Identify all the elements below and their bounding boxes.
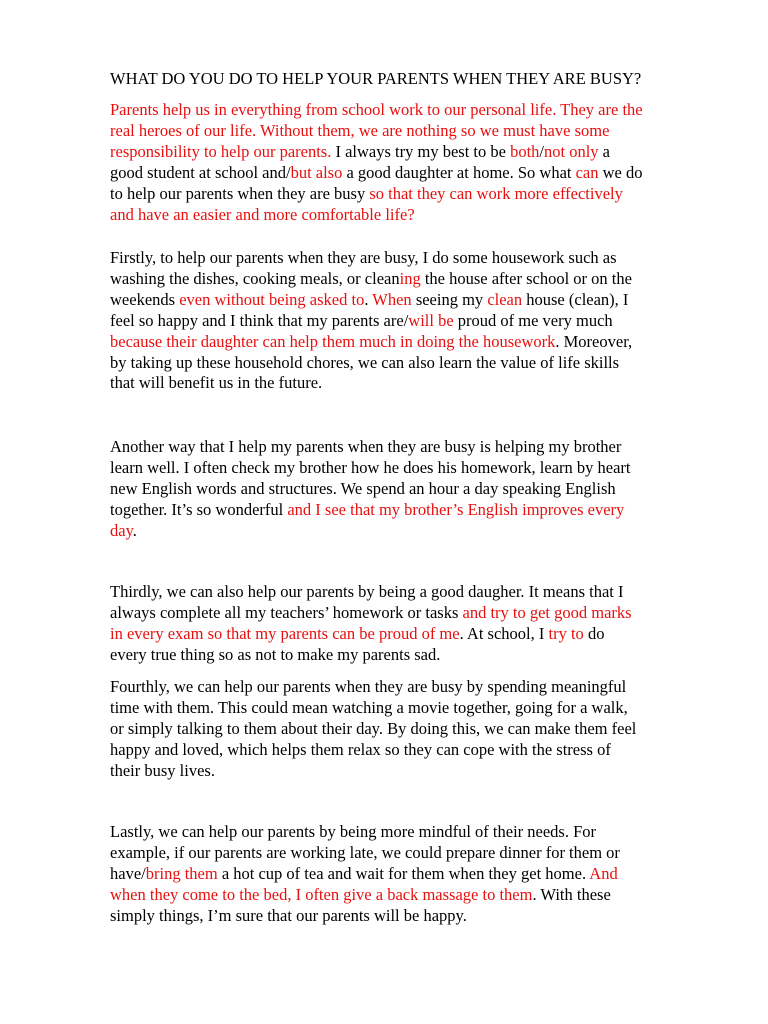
body-text: / bbox=[539, 141, 544, 161]
highlighted-text: and I see that my brother’s English improves every bbox=[287, 499, 625, 519]
highlighted-text: ing bbox=[399, 268, 421, 288]
body-text: new English words and structures. We spend an hour a day speaking English bbox=[110, 478, 616, 498]
highlighted-text: day bbox=[110, 520, 133, 540]
body-text: do bbox=[583, 623, 605, 643]
text-line bbox=[110, 205, 700, 226]
text-line bbox=[110, 719, 700, 740]
text-line bbox=[110, 479, 700, 500]
page-title: WHAT DO YOU DO TO HELP YOUR PARENTS WHEN THEY ARE BUSY? bbox=[110, 69, 642, 88]
body-text: the house after school or on the bbox=[420, 268, 632, 288]
highlighted-text: not only bbox=[544, 141, 599, 161]
highlighted-text: because their daughter can help them much in doing the housework bbox=[110, 331, 556, 351]
body-text: by taking up these household chores, we can also learn the value of life skills bbox=[110, 352, 620, 372]
highlighted-text: try to bbox=[548, 623, 584, 643]
highlighted-text: both bbox=[510, 141, 540, 161]
text-line bbox=[110, 100, 700, 121]
highlighted-text: and have an easier and more comfortable life? bbox=[110, 204, 415, 224]
text-line bbox=[110, 603, 700, 624]
highlighted-text: when they come to the bed, I often give a back massage to them bbox=[110, 884, 533, 904]
highlighted-text: in every exam so that my parents can be proud of me bbox=[110, 623, 460, 643]
body-text: their busy lives. bbox=[110, 760, 215, 780]
highlighted-text: will be bbox=[408, 310, 454, 330]
body-text: that will benefit us in the future. bbox=[110, 373, 323, 393]
text-line bbox=[110, 864, 700, 885]
highlighted-text: and try to get good marks bbox=[462, 602, 632, 622]
text-line bbox=[110, 373, 700, 394]
body-text: happy and loved, which helps them relax so they can cope with the stress of bbox=[110, 739, 611, 759]
text-line bbox=[110, 521, 700, 542]
body-text: proud of me very much bbox=[453, 310, 613, 330]
highlighted-text: can bbox=[575, 162, 599, 182]
body-text: I always try my best to be bbox=[331, 141, 511, 161]
paragraph-firstly bbox=[110, 248, 700, 394]
paragraph-thirdly bbox=[110, 582, 700, 666]
body-text: . bbox=[364, 289, 373, 309]
body-text: . With these bbox=[532, 884, 611, 904]
text-line bbox=[110, 761, 700, 782]
highlighted-text: And bbox=[589, 863, 618, 883]
text-line bbox=[110, 184, 700, 205]
body-text: house (clean), I bbox=[522, 289, 629, 309]
body-text: . Moreover, bbox=[555, 331, 633, 351]
text-line bbox=[110, 163, 700, 184]
body-text: to help our parents when they are busy bbox=[110, 183, 370, 203]
text-line bbox=[110, 843, 700, 864]
body-text: good student at school and/ bbox=[110, 162, 291, 182]
body-text: every true thing so as not to make my parents sad. bbox=[110, 644, 441, 664]
highlighted-text: responsibility to help our parents. bbox=[110, 141, 332, 161]
body-text: weekends bbox=[110, 289, 180, 309]
paragraph-lastly bbox=[110, 822, 700, 927]
body-text: Thirdly, we can also help our parents by being a good daugher. It means that I bbox=[110, 582, 624, 601]
text-line bbox=[110, 822, 700, 843]
body-text: seeing my bbox=[411, 289, 488, 309]
text-line bbox=[110, 885, 700, 906]
body-text: . At school, I bbox=[459, 623, 549, 643]
body-text: have/ bbox=[110, 863, 146, 883]
highlighted-text: When bbox=[372, 289, 412, 309]
body-text: . bbox=[132, 520, 137, 540]
highlighted-text: but also bbox=[290, 162, 343, 182]
text-line bbox=[110, 142, 700, 163]
text-line bbox=[110, 353, 700, 374]
text-line bbox=[110, 582, 700, 603]
highlighted-text: so that they can work more effectively bbox=[369, 183, 623, 203]
text-line bbox=[110, 645, 700, 666]
text-line bbox=[110, 290, 700, 311]
body-text: Fourthly, we can help our parents when they are busy by spending meaningful bbox=[110, 677, 627, 696]
text-line bbox=[110, 698, 700, 719]
text-line bbox=[110, 248, 700, 269]
body-text: Lastly, we can help our parents by being more mindful of their needs. For bbox=[110, 822, 597, 841]
highlighted-text: Parents help us in everything from school work to our personal life. They are the bbox=[110, 100, 643, 119]
body-text: feel so happy and I think that my parents are/ bbox=[110, 310, 409, 330]
body-text: example, if our parents are working late, we could prepare dinner for them or bbox=[110, 842, 620, 862]
paragraph-intro bbox=[110, 100, 700, 225]
paragraph-fourthly bbox=[110, 677, 700, 782]
body-text: a bbox=[598, 141, 610, 161]
body-text: washing the dishes, cooking meals, or clean bbox=[110, 268, 400, 288]
text-line bbox=[110, 624, 700, 645]
body-text: a hot cup of tea and wait for them when they get home. bbox=[217, 863, 590, 883]
text-line bbox=[110, 311, 700, 332]
text-line bbox=[110, 458, 700, 479]
text-line bbox=[110, 677, 700, 698]
text-line bbox=[110, 500, 700, 521]
highlighted-text: bring them bbox=[145, 863, 218, 883]
body-text: learn well. I often check my brother how he does his homework, learn by heart bbox=[110, 457, 631, 477]
text-line bbox=[110, 437, 700, 458]
highlighted-text: even without being asked to bbox=[179, 289, 365, 309]
text-line bbox=[110, 269, 700, 290]
body-text: or simply talking to them about their day. By doing this, we can make them feel bbox=[110, 718, 637, 738]
text-line bbox=[110, 740, 700, 761]
body-text: a good daughter at home. So what bbox=[342, 162, 576, 182]
body-text: simply things, I’m sure that our parents will be happy. bbox=[110, 905, 467, 925]
body-text: together. It’s so wonderful bbox=[110, 499, 288, 519]
text-line bbox=[110, 121, 700, 142]
body-text: time with them. This could mean watching a movie together, going for a walk, bbox=[110, 697, 628, 717]
body-text: Another way that I help my parents when they are busy is helping my brother bbox=[110, 437, 622, 456]
body-text: we do bbox=[598, 162, 643, 182]
highlighted-text: real heroes of our life. Without them, we are nothing so we must have some bbox=[110, 120, 610, 140]
body-text: Firstly, to help our parents when they are busy, I do some housework such as bbox=[110, 248, 617, 267]
highlighted-text: clean bbox=[487, 289, 523, 309]
text-line bbox=[110, 332, 700, 353]
body-text: always complete all my teachers’ homework or tasks bbox=[110, 602, 463, 622]
text-line bbox=[110, 906, 700, 927]
paragraph-another-way bbox=[110, 437, 700, 542]
